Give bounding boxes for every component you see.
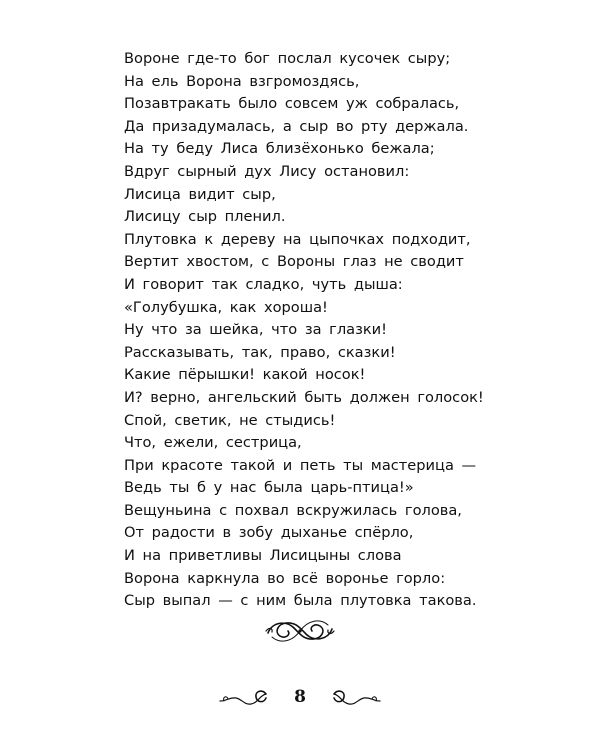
poem-line: Ведь ты б у нас была царь-птица!» <box>124 479 414 497</box>
poem-line: Вещуньина с похвал вскружилась голова, <box>124 501 462 519</box>
poem-text <box>124 48 484 613</box>
poem-line: Рассказывать, так, право, сказки! <box>124 343 396 361</box>
poem-line: При красоте такой и петь ты мастерица — <box>124 456 477 474</box>
poem-line: И? верно, ангельский быть должен голосок! <box>124 388 484 406</box>
poem-line: Что, ежели, сестрица, <box>124 434 302 452</box>
poem-line: Какие пёрышки! какой носок! <box>124 366 366 384</box>
poem-line: От радости в зобу дыханье спёрло, <box>124 524 414 542</box>
poem-line: Сыр выпал — с ним была плутовка такова. <box>124 592 477 610</box>
poem-line: Вдруг сырный дух Лису остановил: <box>124 162 410 180</box>
page-number: 8 <box>294 687 306 707</box>
page-footer <box>0 680 600 716</box>
poem-line: Вертит хвостом, с Вороны глаз не сводит <box>124 253 464 271</box>
poem-line: Да призадумалась, а сыр во рту держала. <box>124 117 469 135</box>
poem-line: На ель Ворона взгромоздясь, <box>124 72 360 90</box>
poem-line: Ворона каркнула во всё воронье горло: <box>124 569 446 587</box>
flourish-left-icon <box>218 686 270 710</box>
poem-line: На ту беду Лиса близёхонько бежала; <box>124 140 435 158</box>
poem-line: Ну что за шейка, что за глазки! <box>124 321 388 339</box>
poem-line: Спой, светик, не стыдись! <box>124 411 336 429</box>
poem-line: И на приветливы Лисицыны слова <box>124 547 402 565</box>
poem-line: Вороне где-то бог послал кусочек сыру; <box>124 50 451 67</box>
poem-line: Позавтракать было совсем уж собралась, <box>124 95 460 113</box>
fleuron-ornament-icon <box>264 614 336 648</box>
poem-line: И говорит так сладко, чуть дыша: <box>124 275 403 293</box>
poem-line: Лисицу сыр пленил. <box>124 208 286 226</box>
poem-line: Плутовка к дереву на цыпочках подходит, <box>124 230 471 248</box>
flourish-right-icon <box>330 686 382 710</box>
poem-line: «Голубушка, как хороша! <box>124 298 328 316</box>
poem-line: Лисица видит сыр, <box>124 185 276 203</box>
